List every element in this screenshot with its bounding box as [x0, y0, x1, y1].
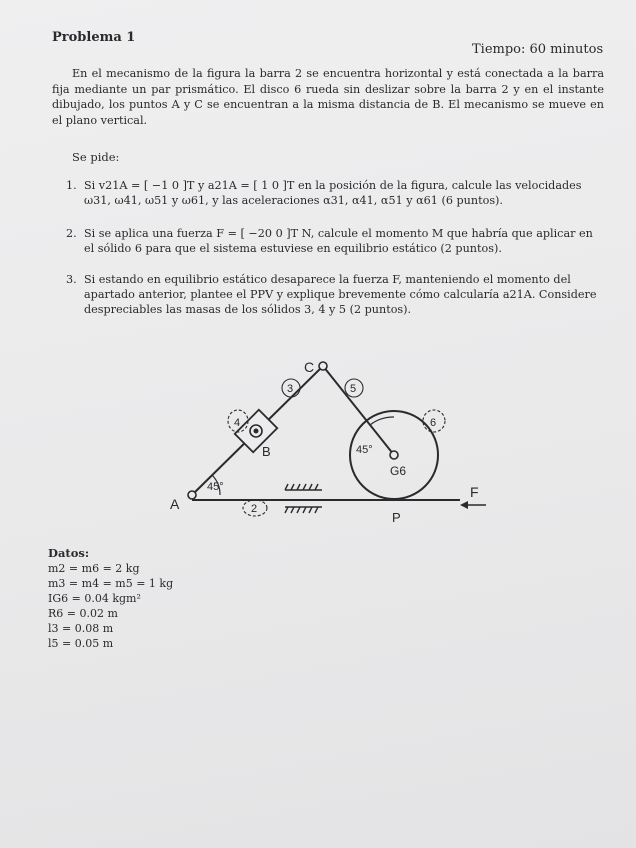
angle-arc-disc — [370, 417, 394, 425]
datos-title: Datos: — [48, 546, 90, 560]
datos-row: IG6 = 0.04 kgm² — [48, 592, 141, 605]
datos-row: R6 = 0.02 m — [48, 607, 118, 620]
label-c: C — [304, 359, 315, 375]
datos-row: l5 = 0.05 m — [48, 637, 114, 650]
joint-a — [188, 491, 196, 499]
label-p: P — [392, 510, 401, 525]
question-text: Si estando en equilibrio estático desaparece la fuerza F, manteniendo el momento del apartado anterior, plantee el PPV y explique brevemente cómo calcularía a21A. Considere despreciables las masas de los sólidos 3, 4 y 5 (2 puntos). — [84, 273, 597, 316]
force-f-arrowhead — [460, 501, 468, 509]
question-number: 1. — [66, 179, 77, 192]
question-number: 3. — [66, 273, 77, 286]
label-g6: G6 — [390, 464, 407, 478]
label-body-4: 4 — [234, 417, 241, 429]
datos-row: l3 = 0.08 m — [48, 622, 114, 635]
time-label: Tiempo: 60 minutos — [472, 42, 604, 57]
datos-row: m3 = m4 = m5 = 1 kg — [48, 577, 174, 590]
label-body-2: 2 — [251, 503, 258, 515]
question-text: Si se aplica una fuerza F = [ −20 0 ]T N, calcule el momento M que habría que aplicar en el sólido 6 para que el sistema estuviese en equilibrio estático (2 puntos). — [84, 227, 593, 255]
datos-row: m2 = m6 = 2 kg — [48, 562, 140, 575]
problem-title: Problema 1 — [52, 30, 136, 45]
label-body-6: 6 — [430, 417, 437, 429]
label-b: B — [262, 444, 271, 459]
joint-g6 — [390, 451, 398, 459]
label-angle-disc: 45° — [356, 444, 373, 456]
question-number: 2. — [66, 227, 77, 240]
label-a: A — [170, 496, 180, 512]
joint-c — [319, 362, 327, 370]
label-angle-a: 45° — [207, 481, 224, 493]
se-pide-heading: Se pide: — [72, 150, 120, 164]
joint-b-inner — [254, 429, 259, 434]
bar-5 — [323, 366, 394, 455]
prismatic-ground-hatch — [285, 484, 322, 513]
problem-statement: En el mecanismo de la figura la barra 2 se encuentra horizontal y está conectada a la barra fija mediante un par prismático. El disco 6 rueda sin deslizar sobre la barra 2 y en el instante dibujado, los puntos A y C se encuentran a la misma distancia de B. El mecanismo se mueve en el plano vertical. — [52, 67, 604, 127]
datos-block — [48, 546, 173, 651]
label-f: F — [470, 484, 479, 500]
label-body-3: 3 — [287, 383, 294, 395]
label-body-5: 5 — [350, 383, 357, 395]
question-text: Si v21A = [ −1 0 ]T y a21A = [ 1 0 ]T en la posición de la figura, calcule las velocidades ω31, ω41, ω51 y ω61, y las aceleraciones α31, α41, α51 y α61 (6 puntos). — [84, 179, 582, 207]
